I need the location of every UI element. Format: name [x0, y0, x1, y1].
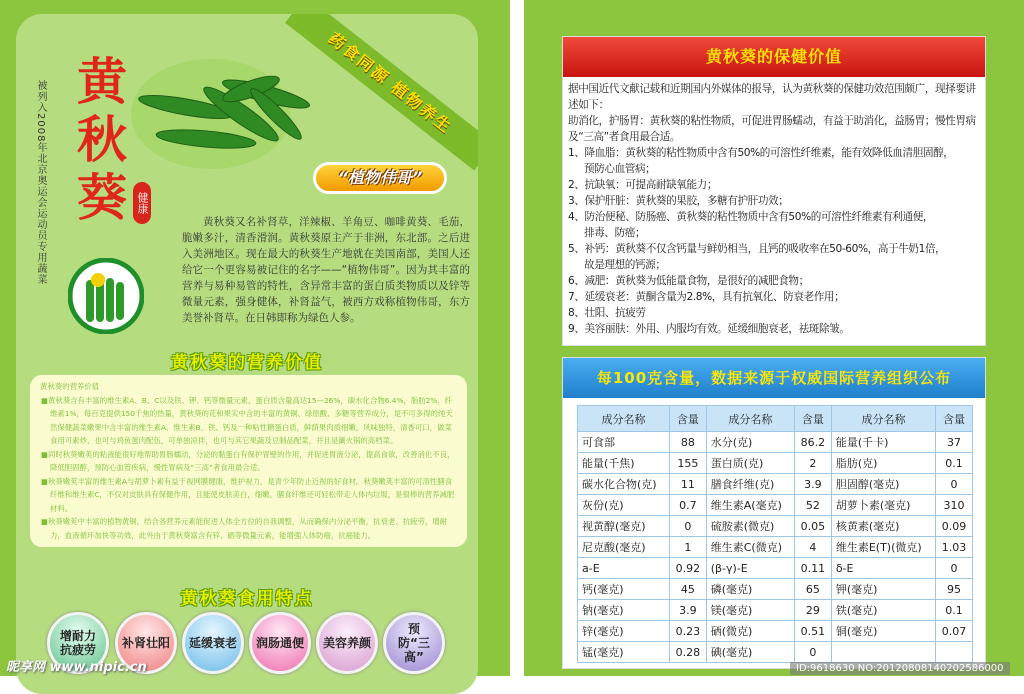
- title-char: 葵: [77, 168, 127, 227]
- nutrient-amount: 45: [669, 579, 706, 600]
- feature-circle: 预防“三高”: [383, 612, 445, 674]
- table-row: [578, 558, 973, 579]
- table-row: [578, 600, 973, 621]
- table-row: [578, 516, 973, 537]
- nutrient-name: 蛋白质(克): [706, 453, 794, 474]
- nutrient-name: 维生素E(T)(微克): [831, 537, 935, 558]
- nutrient-amount: 0.1: [936, 453, 973, 474]
- features-heading: 黄秋葵食用特点: [180, 589, 314, 609]
- nutrition-box: [30, 375, 467, 547]
- nickname-badge: “植物伟哥”: [313, 162, 447, 194]
- nutrient-name: 硫胺素(微克): [706, 516, 794, 537]
- feature-circle: 美容养颜: [316, 612, 378, 674]
- feature-circle: 补肾壮阳: [115, 612, 177, 674]
- nutrition-paragraph: ■黄秋葵含有丰富的维生素A、B、C以及铁、钾、钙等微量元素，蛋白质含量高达15—26%，碳水化合物6.4%，脂肪2%，纤维素1%，每百克提供150千焦的热量，黄秋葵的花和果实中含的丰富的黄铜、绿原酸、多糖等营养成分，是不可多得的纯天然保健蔬菜嫩果中含丰富的维生素A、维生素B、铁、钙及一种粘性糖蛋白质，鲜荫果肉质细嫩，风味独特，清香可口，做菜食用可素炒，也可与鸡鱼蛋肉配伍，可单独凉拌，也可与其它果蔬及豆制品配菜，并且是涮火锅的高档菜。: [41, 395, 453, 445]
- nutrient-amount: 0: [795, 642, 832, 663]
- nutrient-name: 维生素A(毫克): [706, 495, 794, 516]
- care-line: 故是理想的钙源；: [584, 259, 666, 271]
- nutrient-name: 钙(毫克): [578, 579, 670, 600]
- table-header: 含量: [936, 406, 973, 432]
- care-line: 6、减肥：黄秋葵为低能量食物，是很好的减肥食物；: [568, 275, 809, 287]
- nutrient-name: [831, 642, 935, 663]
- nutrient-name: 膳食纤维(克): [706, 474, 794, 495]
- nutrient-amount: 88: [669, 432, 706, 453]
- nutrient-amount: 0.11: [795, 558, 832, 579]
- nutrient-name: 视黄醇(毫克): [578, 516, 670, 537]
- feature-circle: 延缓衰老: [182, 612, 244, 674]
- nutrient-name: (β-γ)-E: [706, 558, 794, 579]
- table-row: [578, 537, 973, 558]
- care-line: 据中国近代文献记载和近期国内外媒体的报导，认为黄秋葵的保健功效范围颇广，现择要讲述如下：: [568, 83, 976, 111]
- table-row: [578, 474, 973, 495]
- left-inner-panel: [16, 14, 478, 694]
- nutrient-table-box: [562, 357, 986, 669]
- table-header: 成分名称: [578, 406, 670, 432]
- nutrient-amount: 4: [795, 537, 832, 558]
- nutrient-name: 水分(克): [706, 432, 794, 453]
- nutrient-name: 磷(毫克): [706, 579, 794, 600]
- nutrient-table-heading: 每100克含量，数据来源于权威国际营养组织公布: [563, 358, 985, 398]
- nutrient-name: 锌(毫克): [578, 621, 670, 642]
- nutrient-amount: 155: [669, 453, 706, 474]
- care-line: 7、延缓衰老：黄酮含量为2.8%，具有抗氧化、防衰老作用；: [568, 291, 845, 303]
- nutrition-paragraph: ■秋葵嫩荚中丰富的植物黄铜，结合各营养元素能促进人体全方位的自我调整，从而确保内分泌平衡，抗衰老、抗疲劳，增耐力，血液循环加快等功效，此外由于黄秋葵富含有锌、硒等微量元素，能增强人体防癌，抗癌能力。: [41, 517, 448, 540]
- table-row: [578, 642, 973, 663]
- table-header: 成分名称: [831, 406, 935, 432]
- nutrient-amount: 1: [669, 537, 706, 558]
- nutrient-amount: 11: [669, 474, 706, 495]
- care-line: 8、壮阳、抗疲劳: [568, 307, 646, 319]
- table-row: [578, 579, 973, 600]
- nutrient-name: 镁(毫克): [706, 600, 794, 621]
- nutrient-name: 尼克酸(毫克): [578, 537, 670, 558]
- nutrient-name: 维生素C(微克): [706, 537, 794, 558]
- care-value-box: [562, 36, 986, 346]
- nutrient-name: 碳水化合物(克): [578, 474, 670, 495]
- care-line: 排毒、防癌；: [584, 227, 646, 239]
- site-watermark: 昵享网 www.nipic.cn: [6, 660, 147, 675]
- nutrient-name: 核黄素(毫克): [831, 516, 935, 537]
- title-char: 秋: [77, 110, 127, 169]
- nutrient-name: 胡萝卜素(毫克): [831, 495, 935, 516]
- nutrient-name: 铁(毫克): [831, 600, 935, 621]
- table-row: [578, 495, 973, 516]
- care-line: 1、降血脂：黄秋葵的粘性物质中含有50%的可溶性纤维素，能有效降低血清胆固醇，: [568, 147, 954, 159]
- nutrient-amount: 65: [795, 579, 832, 600]
- care-line: 3、保护肝脏：黄秋葵的果胶，多糖有护肝功效；: [568, 195, 789, 207]
- nutrient-amount: [936, 642, 973, 663]
- nutrient-amount: 3.9: [669, 600, 706, 621]
- nutrient-amount: 52: [795, 495, 832, 516]
- nutrient-amount: 0.23: [669, 621, 706, 642]
- nutrient-name: 能量(千卡): [831, 432, 935, 453]
- nutrition-box-title: 黄秋葵的营养价值: [40, 382, 100, 391]
- care-value-list: [563, 77, 985, 341]
- nutrition-heading: 黄秋葵的营养价值: [171, 353, 323, 373]
- nutrient-name: 硒(微克): [706, 621, 794, 642]
- table-header: 含量: [795, 406, 832, 432]
- care-line: 5、补钙：黄秋葵不仅含钙量与鲜奶相当，且钙的吸收率在50-60%，高于牛奶1倍，: [568, 243, 946, 255]
- nutrient-amount: 95: [936, 579, 973, 600]
- nutrient-amount: 0.05: [795, 516, 832, 537]
- feature-circle: 润肠通便: [249, 612, 311, 674]
- care-line: 4、防治便秘、防肠癌、黄秋葵的粘性物质中含有50%的可溶性纤维素有利通便，: [568, 211, 934, 223]
- care-line: 2、抗缺氧：可提高耐缺氧能力；: [568, 179, 718, 191]
- nutrient-name: 钠(毫克): [578, 600, 670, 621]
- nutrient-name: 可食部: [578, 432, 670, 453]
- left-panel: [0, 0, 510, 676]
- care-value-heading: 黄秋葵的保健价值: [563, 37, 985, 77]
- health-seal: 健康: [133, 182, 151, 224]
- nutrient-amount: 1.03: [936, 537, 973, 558]
- okra-bunch-icon: [68, 258, 144, 334]
- care-line: 9、美容丽肤：外用、内服均有效。延缓细胞衰老，祛斑除皱。: [568, 323, 850, 335]
- nutrient-name: 铜(毫克): [831, 621, 935, 642]
- nutrient-name: 能量(千焦): [578, 453, 670, 474]
- nutrition-paragraph: ■同时秋葵嫩荚的粘液能很好地帮助胃肠蠕动，分泌的黏蛋白有保护胃壁的作用，并促进胃液分泌，提高食欲，改善消化不良，降低胆固醇，预防心血管疾病，慢性胃病及“三高”者食用最合适。: [41, 449, 455, 472]
- nutrient-name: δ-E: [831, 558, 935, 579]
- intro-paragraph: 黄秋葵又名补肾草，洋辣椒、羊角豆、咖啡黄葵、毛茄，脆嫩多汁，清香滑润。黄秋葵原主产于非洲，东北部。之后进入美洲地区。现在最大的秋葵生产地就在美国南部，美国人还给它一个更容易被记住的名字——“植物伟哥”。因为其丰富的营养与易种易管的特性，含异常丰富的蛋白质类物质以及锌等微量元素，强身健体，补肾益气，被西方戏称植物伟哥，东方美誉补肾草。在日韩即称为绿色人参。: [182, 216, 470, 324]
- nutrient-name: 钾(毫克): [831, 579, 935, 600]
- nutrient-amount: 3.9: [795, 474, 832, 495]
- olympic-note: 被列入2008年北京奥运会运动员专用蔬菜: [35, 80, 46, 286]
- nutrient-amount: 0.92: [669, 558, 706, 579]
- nutrient-amount: 0: [669, 516, 706, 537]
- nutrient-table: [577, 405, 973, 663]
- nutrient-amount: 0.28: [669, 642, 706, 663]
- feature-circle: 增耐力抗疲劳: [47, 612, 109, 674]
- table-row: [578, 432, 973, 453]
- nutrient-name: 胆固醇(毫克): [831, 474, 935, 495]
- id-watermark: ID:9618630 NO:20120808140202586000: [790, 662, 1010, 675]
- nutrient-amount: 0: [936, 558, 973, 579]
- care-line: 预防心血管病；: [584, 163, 656, 175]
- table-row: [578, 621, 973, 642]
- nutrient-name: a-E: [578, 558, 670, 579]
- nutrient-amount: 2: [795, 453, 832, 474]
- table-row: [578, 453, 973, 474]
- title-char: 黄: [77, 52, 127, 111]
- care-line: 助消化，护肠胃：黄秋葵的粘性物质，可促进胃肠蠕动，有益于助消化，益肠胃；慢性胃病及“三高”者食用最合适。: [568, 115, 976, 143]
- nutrition-paragraph: ■秋葵嫩荚丰富的维生素A与胡萝卜素有益于视网膜健康，维护视力，是青少年防止近视的好食材。秋葵嫩荚丰富的可溶性膳食纤维和维生素C，不仅对皮肤具有保健作用，且能使皮肤美白，细嫩。膳食纤维还可轻松带走人体内垃圾，是很棒的营养减肥材料。: [41, 476, 455, 513]
- nutrient-amount: 0.1: [936, 600, 973, 621]
- table-header: 成分名称: [706, 406, 794, 432]
- nutrient-amount: 0: [936, 474, 973, 495]
- nutrient-amount: 0.07: [936, 621, 973, 642]
- nutrient-amount: 0.09: [936, 516, 973, 537]
- nutrient-amount: 29: [795, 600, 832, 621]
- nutrient-amount: 0.51: [795, 621, 832, 642]
- nutrient-name: 脂肪(克): [831, 453, 935, 474]
- nutrient-amount: 86.2: [795, 432, 832, 453]
- nutrient-amount: 310: [936, 495, 973, 516]
- nutrient-amount: 37: [936, 432, 973, 453]
- nutrient-name: 锰(毫克): [578, 642, 670, 663]
- nutrient-name: 碘(毫克): [706, 642, 794, 663]
- slogan-banner: 药食同源 植物养生: [285, 14, 478, 171]
- nutrient-amount: 0.7: [669, 495, 706, 516]
- right-panel: [524, 0, 1024, 676]
- nutrient-name: 灰份(克): [578, 495, 670, 516]
- table-header: 含量: [669, 406, 706, 432]
